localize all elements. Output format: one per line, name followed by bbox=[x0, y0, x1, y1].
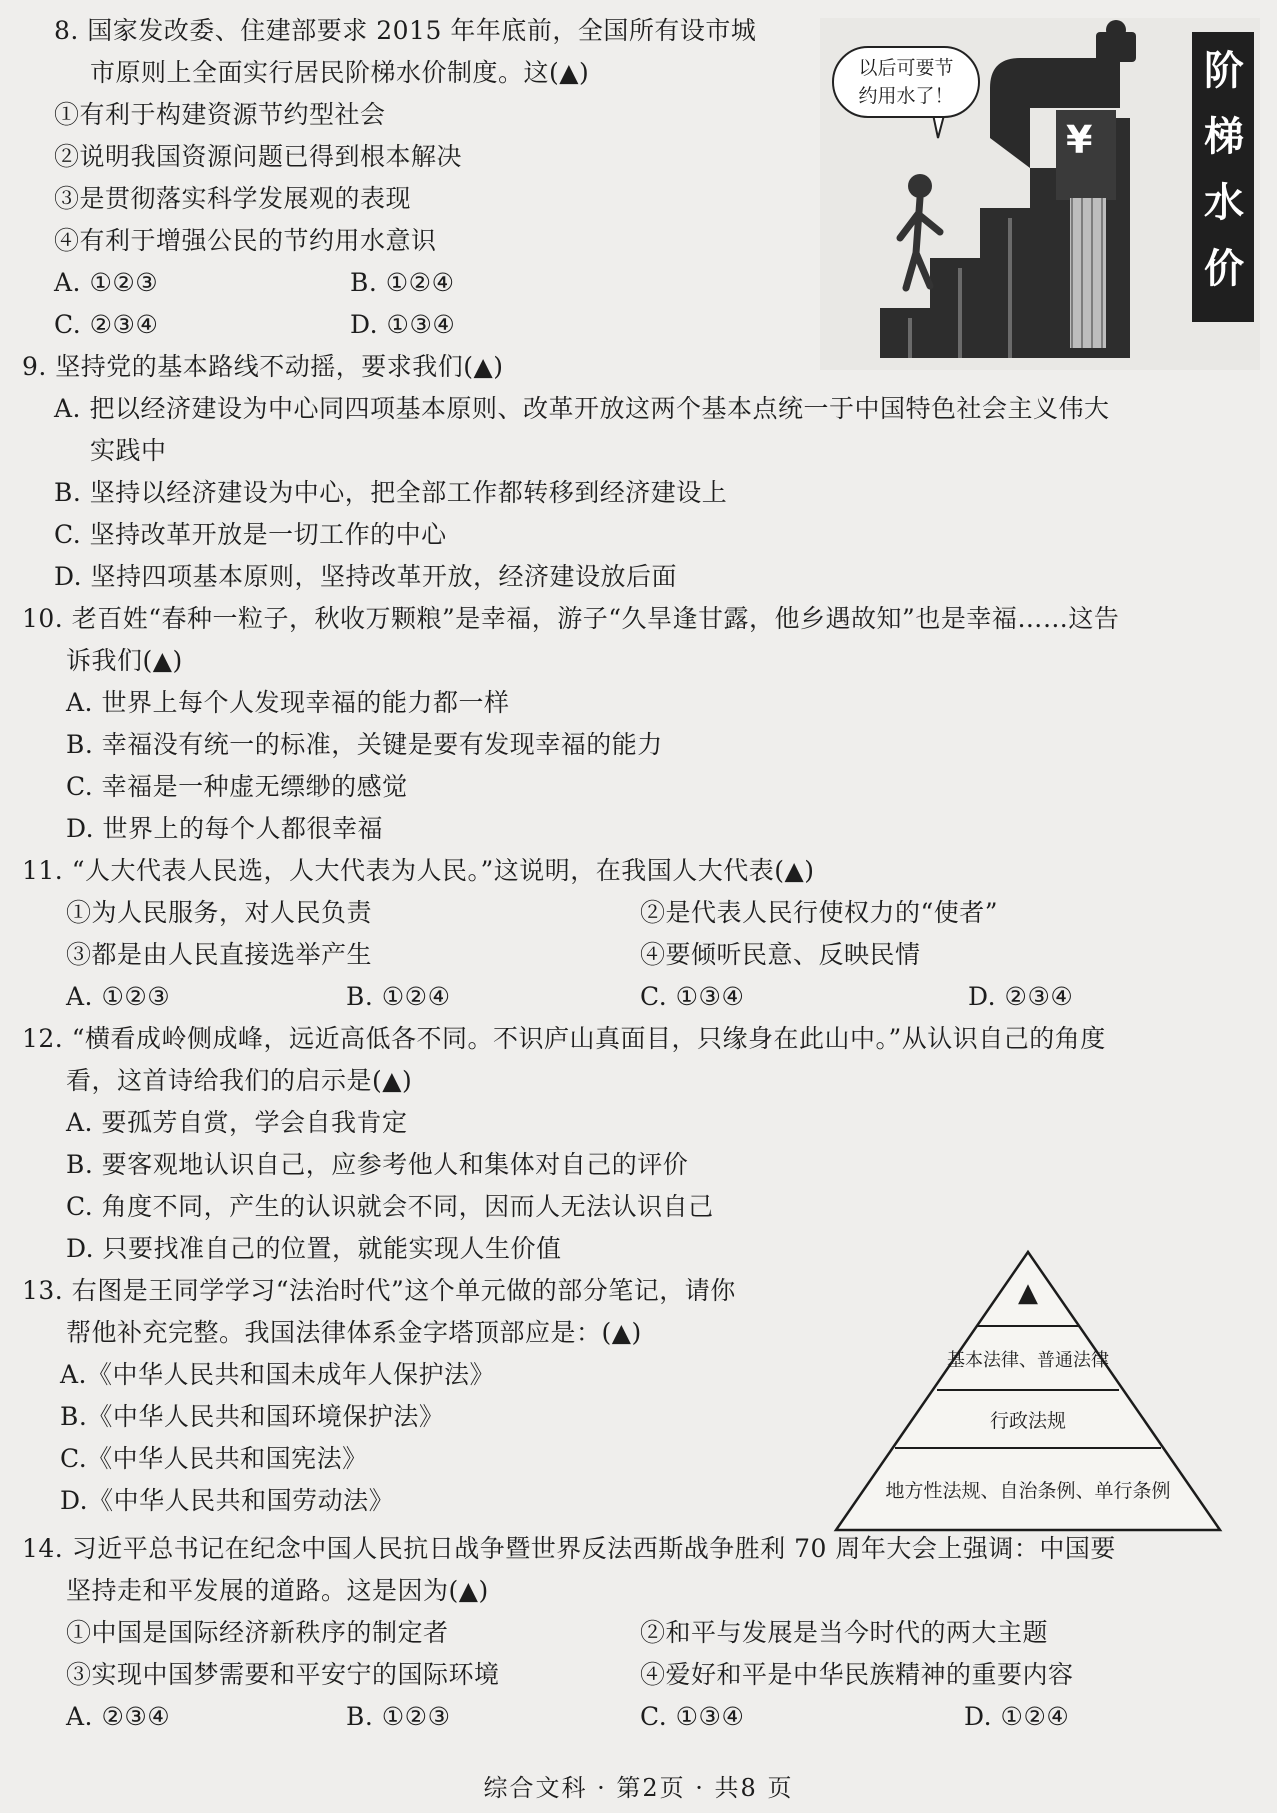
q13-option-d: D.《中华人民共和国劳动法》 bbox=[60, 1486, 395, 1515]
speech-line-2: 约用水了！ bbox=[858, 85, 954, 107]
q12-option-a: A. 要孤芳自赏，学会自我肯定 bbox=[66, 1108, 408, 1137]
legal-system-pyramid bbox=[832, 1248, 1224, 1538]
q11-option-c: C. ①③④ bbox=[640, 982, 745, 1011]
q14-statement-3: ③实现中国梦需要和平安宁的国际环境 bbox=[66, 1660, 500, 1689]
label-char-1: 阶 bbox=[1204, 48, 1244, 94]
q12-option-d: D. 只要找准自己的位置，就能实现人生价值 bbox=[66, 1234, 562, 1263]
q14-statement-2: ②和平与发展是当今时代的两大主题 bbox=[640, 1618, 1049, 1647]
q12-option-b: B. 要客观地认识自己，应参考他人和集体对自己的评价 bbox=[66, 1150, 689, 1179]
q14-stem-line1: 14. 习近平总书记在纪念中国人民抗日战争暨世界反法西斯战争胜利 70 周年大会上强调：中国要 bbox=[22, 1534, 1116, 1563]
q11-option-d: D. ②③④ bbox=[968, 982, 1074, 1011]
q12-stem-line2: 看，这首诗给我们的启示是(▲) bbox=[66, 1066, 413, 1095]
q11-statement-2: ②是代表人民行使权力的“使者” bbox=[640, 898, 999, 927]
q11-stem: 11. “人大代表人民选，人大代表为人民。”这说明，在我国人大代表(▲) bbox=[22, 856, 815, 885]
q14-option-b: B. ①②③ bbox=[346, 1702, 451, 1731]
page-footer: 综合文科 · 第2页 · 共8 页 bbox=[483, 1774, 794, 1802]
q8-statement-3: ③是贯彻落实科学发展观的表现 bbox=[54, 184, 412, 213]
q14-statement-1: ①中国是国际经济新秩序的制定者 bbox=[66, 1618, 449, 1647]
q10-option-c: C. 幸福是一种虚无缥缈的感觉 bbox=[66, 772, 408, 801]
q13-option-b: B.《中华人民共和国环境保护法》 bbox=[60, 1402, 445, 1431]
pyramid-level-3: 行政法规 bbox=[989, 1410, 1066, 1432]
q10-option-a: A. 世界上每个人发现幸福的能力都一样 bbox=[66, 688, 510, 717]
q13-option-c: C.《中华人民共和国宪法》 bbox=[60, 1444, 368, 1473]
q11-option-b: B. ①②④ bbox=[346, 982, 451, 1011]
water-price-cartoon bbox=[820, 18, 1260, 370]
q11-option-a: A. ①②③ bbox=[66, 982, 171, 1011]
pyramid-top-blank: ▲ bbox=[1018, 1278, 1038, 1308]
tiered-water-price-label bbox=[1198, 38, 1250, 302]
q12-option-c: C. 角度不同，产生的认识就会不同，因而人无法认识自己 bbox=[66, 1192, 714, 1221]
q11-statement-1: ①为人民服务，对人民负责 bbox=[66, 898, 373, 927]
q14-statement-4: ④爱好和平是中华民族精神的重要内容 bbox=[640, 1660, 1074, 1689]
q13-option-a: A.《中华人民共和国未成年人保护法》 bbox=[60, 1360, 496, 1389]
q9-option-d: D. 坚持四项基本原则，坚持改革开放，经济建设放后面 bbox=[54, 562, 678, 591]
q9-stem: 9. 坚持党的基本路线不动摇，要求我们(▲) bbox=[22, 352, 504, 381]
q10-stem-line1: 10. 老百姓“春种一粒子，秋收万颗粮”是幸福，游子“久旱逢甘露，他乡遇故知”也是幸福……这告 bbox=[22, 604, 1120, 633]
q9-option-a-line1: A. 把以经济建设为中心同四项基本原则、改革开放这两个基本点统一于中国特色社会主义伟大 bbox=[54, 394, 1110, 423]
q8-option-c: C. ②③④ bbox=[54, 310, 159, 339]
q14-option-d: D. ①②④ bbox=[964, 1702, 1070, 1731]
label-char-2: 梯 bbox=[1204, 114, 1244, 160]
q8-option-b: B. ①②④ bbox=[350, 268, 455, 297]
q10-option-b: B. 幸福没有统一的标准，关键是要有发现幸福的能力 bbox=[66, 730, 663, 759]
q9-option-a-line2: 实践中 bbox=[90, 436, 167, 465]
q12-stem-line1: 12. “横看成岭侧成峰，远近高低各不同。不识庐山真面目，只缘身在此山中。”从认识自己的角度 bbox=[22, 1024, 1106, 1053]
q13-stem-line2: 帮他补充完整。我国法律体系金字塔顶部应是：(▲) bbox=[66, 1318, 642, 1347]
speech-line-1: 以后可要节 bbox=[858, 57, 954, 79]
q8-statement-2: ②说明我国资源问题已得到根本解决 bbox=[54, 142, 463, 171]
speech-bubble bbox=[832, 46, 980, 118]
q9-option-b: B. 坚持以经济建设为中心，把全部工作都转移到经济建设上 bbox=[54, 478, 728, 507]
q8-stem-line2: 市原则上全面实行居民阶梯水价制度。这(▲) bbox=[90, 58, 590, 87]
q8-option-a: A. ①②③ bbox=[54, 268, 159, 297]
q10-stem-line2: 诉我们(▲) bbox=[66, 646, 183, 675]
q9-option-c: C. 坚持改革开放是一切工作的中心 bbox=[54, 520, 447, 549]
q8-statement-1: ①有利于构建资源节约型社会 bbox=[54, 100, 386, 129]
q11-statement-3: ③都是由人民直接选举产生 bbox=[66, 940, 373, 969]
label-char-3: 水 bbox=[1204, 180, 1244, 226]
q11-statement-4: ④要倾听民意、反映民情 bbox=[640, 940, 921, 969]
q13-stem-line1: 13. 右图是王同学学习“法治时代”这个单元做的部分笔记，请你 bbox=[22, 1276, 736, 1305]
pyramid-level-4: 地方性法规、自治条例、单行条例 bbox=[885, 1480, 1171, 1502]
q14-stem-line2: 坚持走和平发展的道路。这是因为(▲) bbox=[66, 1576, 489, 1605]
yen-symbol: ¥ bbox=[1066, 118, 1093, 162]
label-char-4: 价 bbox=[1204, 246, 1244, 292]
pyramid-level-2: 基本法律、普通法律 bbox=[947, 1350, 1109, 1371]
q8-option-d: D. ①③④ bbox=[350, 310, 456, 339]
q14-option-c: C. ①③④ bbox=[640, 1702, 745, 1731]
q14-option-a: A. ②③④ bbox=[66, 1702, 171, 1731]
q10-option-d: D. 世界上的每个人都很幸福 bbox=[66, 814, 384, 843]
q8-statement-4: ④有利于增强公民的节约用水意识 bbox=[54, 226, 437, 255]
q8-stem-line1: 8. 国家发改委、住建部要求 2015 年年底前，全国所有设市城 bbox=[54, 16, 757, 45]
